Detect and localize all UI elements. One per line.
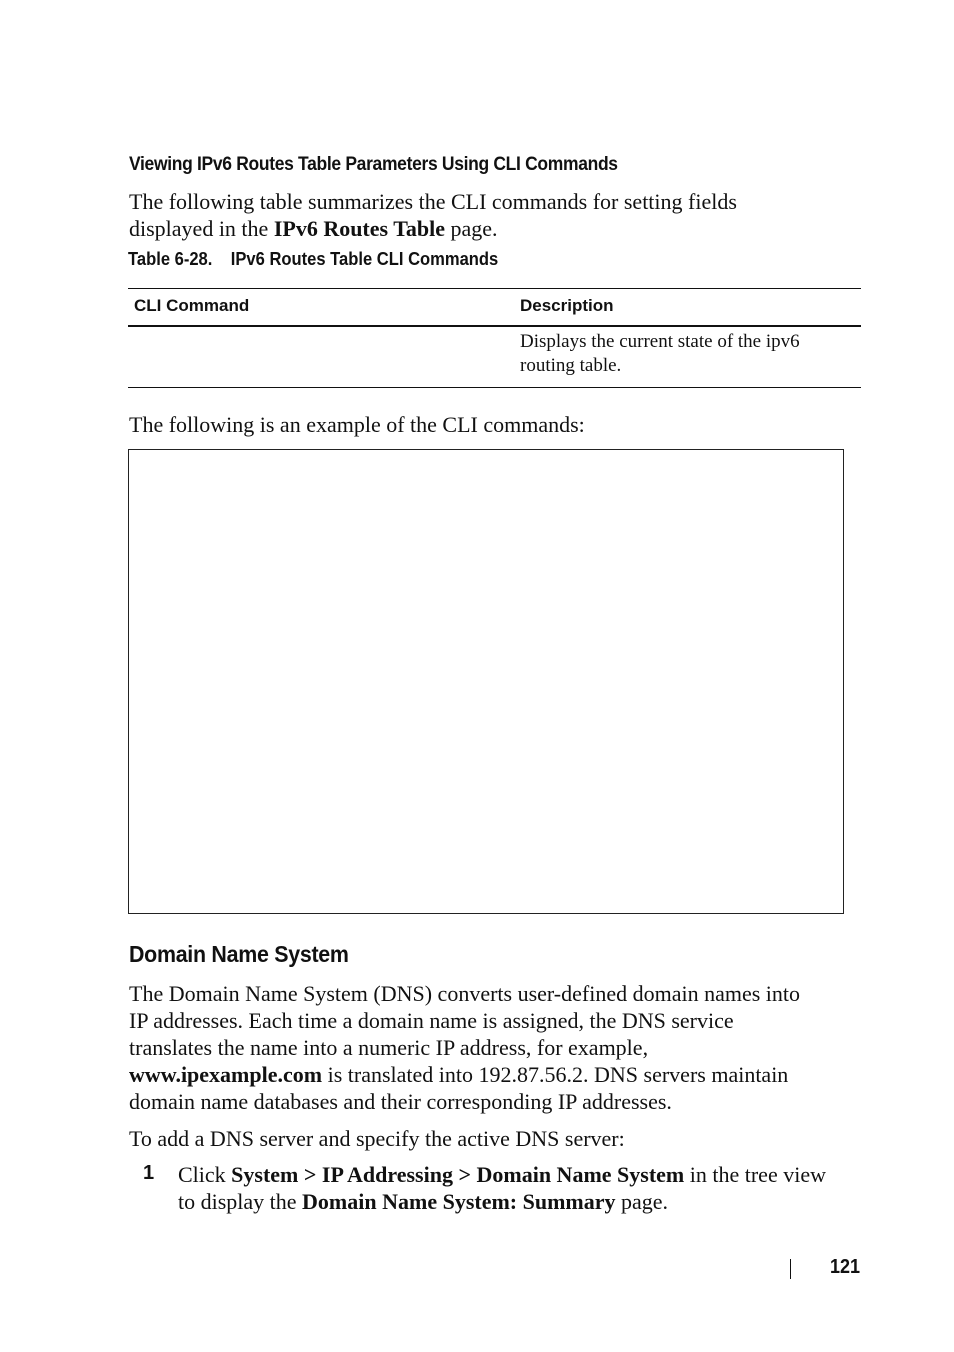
step-1-line-1 (178, 1161, 868, 1188)
cli-commands-table (128, 288, 861, 388)
header-cli-command: CLI Command (128, 289, 514, 327)
example-url: www.ipexample.com (129, 1062, 323, 1087)
dns-line-2: IP addresses. Each time a domain name is assigned, the DNS service (129, 1008, 734, 1033)
footer-divider (790, 1259, 791, 1279)
dns-line-4-rest: is translated into 192.87.56.2. DNS servers maintain (322, 1062, 789, 1087)
add-dns-server-paragraph: To add a DNS server and specify the active DNS server: (129, 1126, 625, 1151)
menu-path: System > IP Addressing > Domain Name System (231, 1162, 685, 1187)
step-tree-view-text: in the tree view (684, 1162, 826, 1187)
step-1-line-2 (178, 1188, 868, 1215)
dns-line-1: The Domain Name System (DNS) converts user-defined domain names into (129, 981, 801, 1006)
table-caption: Table 6-28. IPv6 Routes Table CLI Commands (128, 249, 499, 269)
step-click-text: Click (178, 1162, 232, 1187)
description-cell: Displays the current state of the ipv6 routing table. (514, 326, 861, 388)
table-row (128, 326, 861, 388)
example-intro: The following is an example of the CLI commands: (129, 412, 585, 437)
intro-text-part2: displayed in the (129, 216, 274, 241)
dns-line-4 (129, 1061, 859, 1088)
step-page-suffix: page. (615, 1189, 669, 1214)
dns-line-3: translates the name into a numeric IP address, for example, (129, 1035, 649, 1060)
cli-command-cell (128, 326, 514, 388)
intro-text-line1: The following table summarizes the CLI commands for setting fields (129, 189, 737, 214)
table-header-row (128, 289, 861, 327)
section-heading: Viewing IPv6 Routes Table Parameters Using CLI Commands (129, 154, 618, 175)
step-display-text: to display the (178, 1189, 303, 1214)
step-number: 1 (143, 1162, 155, 1184)
dns-paragraph (129, 980, 859, 1115)
intro-text-part3: page. (444, 216, 498, 241)
dns-heading: Domain Name System (129, 941, 349, 967)
intro-paragraph (129, 188, 859, 242)
dns-line-5: domain name databases and their corresponding IP addresses. (129, 1089, 672, 1114)
summary-page-name: Domain Name System: Summary (302, 1189, 616, 1214)
page-number: 121 (830, 1256, 861, 1278)
ipv6-routes-table-page-name: IPv6 Routes Table (273, 216, 445, 241)
step-1-text (178, 1161, 868, 1215)
header-description: Description (514, 289, 861, 327)
cli-example-box (128, 449, 844, 914)
